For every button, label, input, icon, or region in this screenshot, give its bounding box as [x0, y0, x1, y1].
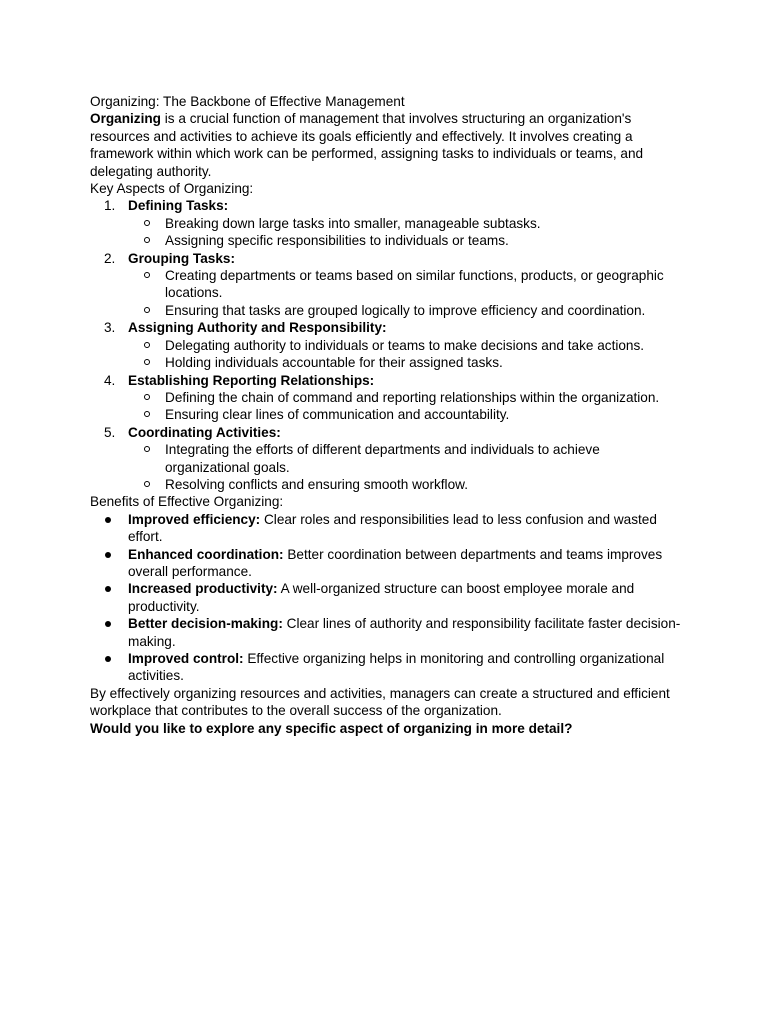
hollow-bullet-icon: [144, 307, 150, 313]
sub-item: [90, 215, 682, 232]
aspect-title: Coordinating Activities:: [128, 424, 281, 440]
aspect-item: [90, 197, 682, 249]
sub-item-text: Ensuring clear lines of communication and accountability.: [165, 407, 510, 423]
aspect-number: 4.: [104, 372, 116, 388]
conclusion-paragraph: By effectively organizing resources and activities, managers can create a structured and efficient workplace that contributes to the overall success of the organization.: [90, 685, 670, 719]
hollow-bullet-icon: [144, 481, 150, 487]
aspect-title: Grouping Tasks:: [128, 250, 235, 266]
intro-term: Organizing: [90, 111, 161, 127]
aspect-subitems: [128, 441, 682, 493]
aspect-number: 2.: [104, 250, 116, 266]
sub-item-text: Breaking down large tasks into smaller, manageable subtasks.: [165, 215, 541, 231]
sub-item-text: Delegating authority to individuals or teams to make decisions and take actions.: [165, 337, 645, 353]
benefit-text: A well-organized structure can boost employee morale and productivity.: [128, 581, 635, 614]
benefit-item: [90, 615, 682, 650]
aspect-item: [90, 250, 682, 320]
benefit-label: Improved efficiency:: [128, 511, 261, 527]
aspect-number: 5.: [104, 424, 116, 440]
sub-item-text: Assigning specific responsibilities to individuals or teams.: [165, 233, 509, 249]
benefit-label: Increased productivity:: [128, 581, 278, 597]
benefit-text: Clear lines of authority and responsibility facilitate faster decision-making.: [128, 616, 681, 649]
sub-item-text: Ensuring that tasks are grouped logically to improve efficiency and coordination.: [165, 302, 646, 318]
benefit-item: [90, 546, 682, 581]
hollow-bullet-icon: [144, 359, 150, 365]
benefit-label: Enhanced coordination:: [128, 546, 284, 562]
bullet-icon: [105, 656, 111, 662]
sub-item: [90, 476, 682, 493]
sub-item-text: Defining the chain of command and reporting relationships within the organization.: [165, 389, 660, 405]
aspect-subitems: [128, 337, 682, 372]
benefit-text: Clear roles and responsibilities lead to less confusion and wasted effort.: [128, 511, 657, 545]
hollow-bullet-icon: [144, 411, 150, 417]
aspect-item: [90, 424, 682, 494]
sub-item: [90, 337, 682, 354]
closing-question-text: Would you like to explore any specific aspect of organizing in more detail?: [90, 720, 573, 736]
aspect-item: [90, 319, 682, 371]
aspect-subitems: [128, 389, 682, 424]
aspect-subitems: [128, 267, 682, 319]
sub-item: [90, 302, 682, 319]
closing-question: [90, 720, 682, 737]
sub-item: [90, 389, 682, 406]
hollow-bullet-icon: [144, 394, 150, 400]
bullet-icon: [105, 517, 111, 523]
hollow-bullet-icon: [144, 237, 150, 243]
benefit-label: Improved control:: [128, 651, 244, 666]
intro-text: is a crucial function of management that involves structuring an organization's resources and activities to achieve its goals efficiently and effectively. It involves creating a framework within which work can be performed, assigning tasks to individuals or teams, and delegating authority.: [90, 111, 644, 179]
document-title: Organizing: The Backbone of Effective Management: [90, 94, 405, 109]
benefits-heading: Benefits of Effective Organizing:: [90, 494, 284, 510]
benefit-text: Effective organizing helps in monitoring and controlling organizational activities.: [128, 651, 665, 684]
benefit-text: Better coordination between departments and teams improves overall performance.: [128, 546, 663, 579]
document-page: [90, 93, 682, 737]
sub-item: [90, 406, 682, 423]
sub-item-text: Creating departments or teams based on similar functions, products, or geographic locations.: [165, 268, 664, 301]
hollow-bullet-icon: [144, 272, 150, 278]
benefit-label: Better decision-making:: [128, 616, 283, 632]
aspects-list: [90, 197, 682, 493]
intro-paragraph: [90, 110, 682, 180]
bullet-icon: [105, 621, 111, 627]
aspect-title: Defining Tasks:: [128, 198, 229, 214]
benefit-item: [90, 511, 682, 546]
aspects-heading: Key Aspects of Organizing:: [90, 181, 254, 197]
benefit-item: [90, 580, 682, 615]
aspect-title: Establishing Reporting Relationships:: [128, 372, 375, 388]
sub-item: [90, 232, 682, 249]
sub-item-text: Holding individuals accountable for their assigned tasks.: [165, 355, 503, 371]
benefit-item: [90, 650, 682, 685]
aspect-number: 1.: [104, 198, 116, 214]
hollow-bullet-icon: [144, 220, 150, 226]
aspect-number: 3.: [104, 320, 116, 336]
aspect-title: Assigning Authority and Responsibility:: [128, 320, 387, 336]
sub-item-text: Integrating the efforts of different departments and individuals to achieve organizational goals.: [165, 442, 600, 475]
sub-item: [90, 267, 682, 302]
sub-item: [90, 441, 682, 476]
hollow-bullet-icon: [144, 446, 150, 452]
aspect-subitems: [128, 215, 682, 250]
hollow-bullet-icon: [144, 342, 150, 348]
benefits-list: [90, 511, 682, 685]
bullet-icon: [105, 586, 111, 592]
sub-item: [90, 354, 682, 371]
bullet-icon: [105, 552, 111, 558]
sub-item-text: Resolving conflicts and ensuring smooth workflow.: [165, 476, 468, 492]
aspect-item: [90, 372, 682, 424]
